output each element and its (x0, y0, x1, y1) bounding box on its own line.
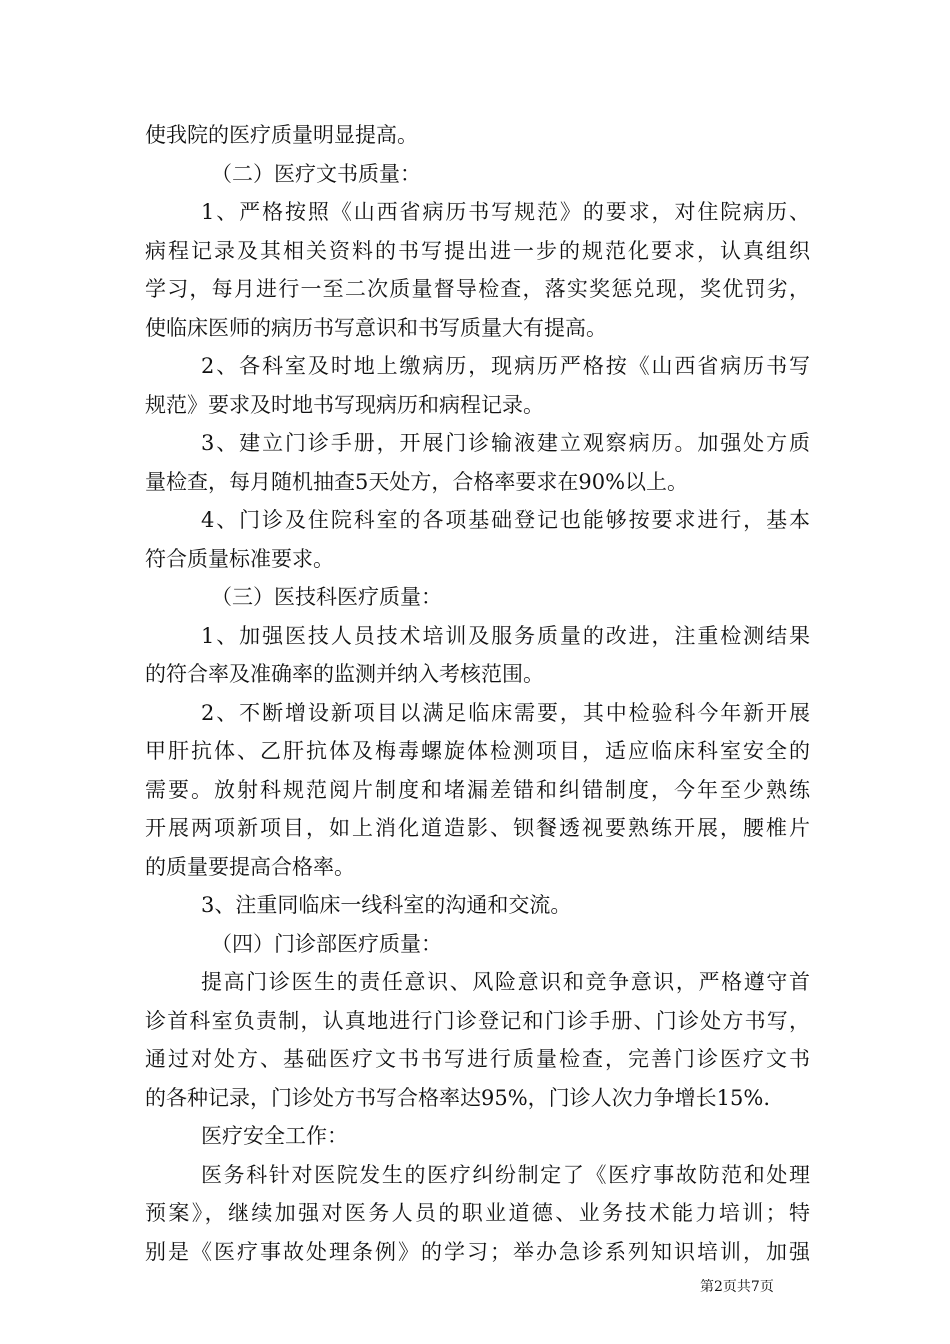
body-text (145, 116, 810, 1271)
section-heading-medical-safety: 医疗安全工作： (201, 1124, 348, 1148)
paragraph-line: 4、门诊及住院科室的各项基础登记也能够按要求进行，基本 (201, 508, 810, 532)
paragraph-line: 使我院的医疗质量明显提高。 (145, 123, 418, 147)
paragraph-line: 通过对处方、基础医疗文书书写进行质量检查，完善门诊医疗文书 (145, 1047, 810, 1071)
paragraph-line: 3、建立门诊手册，开展门诊输液建立观察病历。加强处方质 (201, 431, 810, 455)
paragraph-line: 2、不断增设新项目以满足临床需要，其中检验科今年新开展 (201, 700, 810, 725)
paragraph-line: 甲肝抗体、乙肝抗体及梅毒螺旋体检测项目，适应临床科室安全的 (145, 739, 810, 763)
paragraph-line: 提高门诊医生的责任意识、风险意识和竞争意识，严格遵守首 (201, 970, 810, 994)
paragraph-line: 学习，每月进行一至二次质量督导检查，落实奖惩兑现，奖优罚劣， (145, 277, 810, 301)
paragraph-line: 需要。放射科规范阅片制度和堵漏差错和纠错制度，今年至少熟练 (145, 777, 810, 802)
paragraph-line: 医务科针对医院发生的医疗纠纷制定了《医疗事故防范和处理 (201, 1162, 810, 1187)
section-heading-outpatient: （四）门诊部医疗质量： (211, 931, 442, 956)
paragraph-line: 的质量要提高合格率。 (145, 854, 355, 879)
paragraph-line: 的符合率及准确率的监测并纳入考核范围。 (145, 662, 544, 686)
paragraph-line: 3、注重同临床一线科室的沟通和交流。 (201, 893, 572, 917)
paragraph-line: 别是《医疗事故处理条例》的学习；举办急诊系列知识培训，加强 (145, 1239, 810, 1264)
section-heading-medical-records: （二）医疗文书质量： (211, 161, 421, 186)
paragraph-line: 使临床医师的病历书写意识和书写质量大有提高。 (145, 315, 607, 340)
paragraph-line: 诊首科室负责制，认真地进行门诊登记和门诊手册、门诊处方书写， (145, 1008, 810, 1033)
paragraph-line: 符合质量标准要求。 (145, 546, 334, 571)
paragraph-line: 2、各科室及时地上缴病历，现病历严格按《山西省病历书写 (201, 354, 810, 378)
paragraph-line: 1、严格按照《山西省病历书写规范》的要求，对住院病历、 (201, 200, 810, 224)
paragraph-line: 的各种记录，门诊处方书写合格率达95%，门诊人次力争增长15%. (145, 1085, 771, 1110)
paragraph-line: 规范》要求及时地书写现病历和病程记录。 (145, 392, 544, 417)
paragraph-line: 量检查，每月随机抽查5天处方，合格率要求在90%以上。 (145, 469, 689, 494)
paragraph-line: 病程记录及其相关资料的书写提出进一步的规范化要求，认真组织 (145, 238, 810, 263)
paragraph-line: 1、加强医技人员技术培训及服务质量的改进，注重检测结果 (201, 623, 810, 648)
paragraph-line: 预案》，继续加强对医务人员的职业道德、业务技术能力培训；特 (145, 1201, 810, 1225)
paragraph-line: 开展两项新项目，如上消化道造影、钡餐透视要熟练开展，腰椎片 (145, 816, 810, 840)
page-number-footer: 第2页共7页 (700, 1279, 774, 1295)
section-heading-medical-tech: （三）医技科医疗质量： (211, 585, 442, 609)
